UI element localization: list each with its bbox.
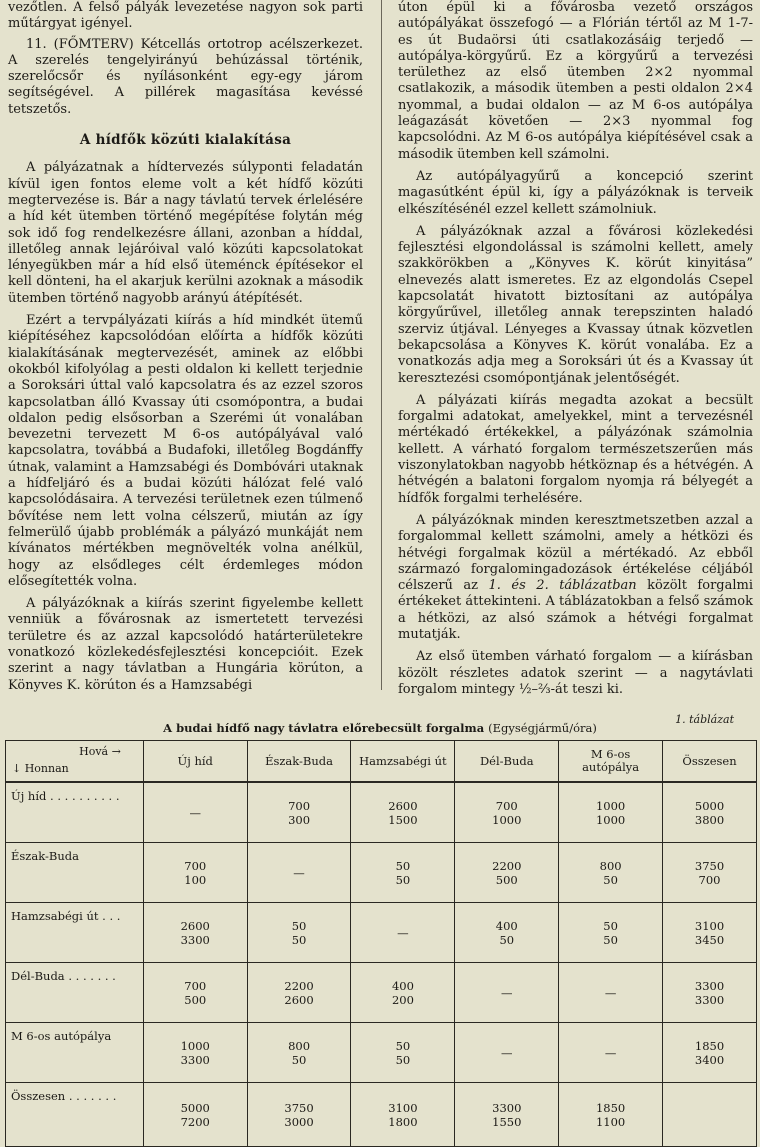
table-cell bbox=[247, 843, 351, 903]
column-header: Új híd bbox=[143, 741, 247, 783]
table-cell bbox=[351, 782, 455, 843]
weekday-value: 800 bbox=[599, 858, 622, 873]
weekend-value: 3300 bbox=[180, 1052, 210, 1067]
weekend-value: 50 bbox=[603, 872, 618, 887]
table-cell bbox=[559, 782, 663, 843]
column-divider bbox=[381, 0, 382, 690]
weekday-value: 5000 bbox=[180, 1100, 210, 1115]
weekend-value: 3450 bbox=[694, 932, 725, 947]
weekend-value: 100 bbox=[184, 872, 207, 887]
weekend-value: 3300 bbox=[694, 992, 725, 1007]
text-run: A pályázóknak minden keresztmetszetben azzal a forgalommal kellett számolni, amely a hétközi és hétvégi forgalmak közül a mértékadó. Az ebből származó forgalomingadozások értékelése céljából célszerű az bbox=[398, 512, 753, 594]
weekday-value: 1000 bbox=[595, 798, 626, 813]
table-cell bbox=[143, 843, 247, 903]
table-cell bbox=[663, 1023, 757, 1083]
column-header: Hamzsabégi út bbox=[351, 741, 455, 783]
weekday-value: 2600 bbox=[180, 918, 210, 933]
table-cell bbox=[559, 1023, 663, 1083]
table-cell bbox=[143, 1083, 247, 1147]
table-unit: (Egységjármű/óra) bbox=[488, 721, 597, 735]
weekday-value: 2200 bbox=[492, 858, 522, 873]
weekday-value: 2600 bbox=[388, 798, 418, 813]
table-row bbox=[6, 1083, 757, 1147]
to-label: Hová → bbox=[79, 745, 121, 758]
weekend-value: 50 bbox=[395, 872, 411, 887]
from-label: ↓ Honnan bbox=[12, 762, 69, 775]
weekday-value: 50 bbox=[291, 918, 307, 933]
table-row bbox=[6, 782, 757, 843]
weekday-value: 3100 bbox=[694, 918, 725, 933]
table-cell bbox=[455, 782, 559, 843]
paragraph: A pályázatnak a hídtervezés súlyponti feladatán kívül igen fontos eleme volt a két hídfő közúti megtervezése is. Bár a nagy távlatú tervek érlelésére a híd két ütemben történő megépítése folytán még sok idő fog rendelkezésre állani, azonban a híddal, illetőleg annak lejáróival való közúti kapcsolatokat lényegükben már a híd első üteménck építésekor el kell dönteni, ha el akarjuk kerülni azoknak a második ütemben történő nagyobb arányú átépítését. bbox=[8, 160, 363, 306]
weekend-value: 1800 bbox=[388, 1114, 418, 1129]
weekend-value: 3800 bbox=[694, 812, 725, 827]
table-cell bbox=[143, 1023, 247, 1083]
empty-dash: — bbox=[189, 805, 201, 820]
weekday-value: 5000 bbox=[694, 798, 725, 813]
empty-dash: — bbox=[397, 925, 409, 940]
weekend-value: 1100 bbox=[595, 1114, 626, 1129]
traffic-table bbox=[5, 740, 757, 1147]
table-title-text: A budai hídfő nagy távlatra előrebecsült forgalma bbox=[163, 721, 485, 735]
weekend-value: 1500 bbox=[388, 812, 418, 827]
weekend-value: 50 bbox=[291, 1052, 307, 1067]
weekday-value: 800 bbox=[288, 1038, 311, 1053]
weekday-value: 3750 bbox=[284, 1100, 314, 1115]
table-number: 1. táblázat bbox=[675, 713, 734, 726]
weekend-value: 500 bbox=[495, 872, 518, 887]
weekend-value: 1000 bbox=[492, 812, 522, 827]
paragraph: Az első ütemben várható forgalom — a kiírásban közölt részletes adatok szerint — a nagytávlati forgalom mintegy ½–⅔-át teszi ki. bbox=[398, 649, 753, 697]
paragraph: A pályázóknak a kiírás szerint figyelembe kellett venniük a fővárosnak az ismertetett tervezési területre és az azzal kapcsolódó határterületekre vonatkozó közlekedésfejlesztési koncepcióit. Ezek szerint a nagy távlatban a Hungária körúton, a Könyves K. körúton és a Hamzsabégi bbox=[8, 596, 363, 693]
paragraph: Ezért a tervpályázati kiírás a híd mindkét ütemű kiépítéséhez kapcsolódóan előírta a hídfők közúti kialakításának megtervezését, aminek az előbbi okokból kifolyólag a pesti oldalon ki kellett terjednie a Soroksári úttal való kapcsolatra és az ezzel szoros kapcsolatban álló Kvassay úti csomópontra, a budai oldalon pedig elsősorban a Szerémi út vonalában bevezetni tervezett M 6-os autópályával való kapcsolatra, továbbá a Budafoki, illetőleg Bogdánffy útnak, valamint a Hamzsabégi és Dombóvári utaknak a hídfeljáró és a budai közúti hálózat felé való kapcsolódásaira. A tervezési területnek ezen túlmenő bővítése nem lett volna célszerű, miután az így felmerülő újabb problémák a pályázó munkáját nem kívánatos mértékben megnövelték volna anélkül, hogy az elsődleges célt érdemleges módon elősegítették volna. bbox=[8, 313, 363, 589]
weekday-value: 700 bbox=[495, 798, 518, 813]
empty-dash: — bbox=[501, 1045, 513, 1060]
weekday-value: 2200 bbox=[284, 978, 314, 993]
table-cell bbox=[455, 1083, 559, 1147]
weekend-value: 2600 bbox=[284, 992, 314, 1007]
table-cell bbox=[663, 782, 757, 843]
table-cell bbox=[455, 1023, 559, 1083]
table-cell bbox=[455, 843, 559, 903]
row-label: Új híd . . . . . . . . . . bbox=[6, 782, 144, 843]
table-cell bbox=[559, 1083, 663, 1147]
weekday-value: 50 bbox=[603, 918, 618, 933]
weekday-value: 3300 bbox=[492, 1100, 522, 1115]
weekday-value: 700 bbox=[288, 798, 311, 813]
table-cell bbox=[351, 1083, 455, 1147]
column-header: Észak-Buda bbox=[247, 741, 351, 783]
table-cell bbox=[663, 903, 757, 963]
weekday-value: 3750 bbox=[694, 858, 725, 873]
table-cell bbox=[559, 843, 663, 903]
weekend-value: 1000 bbox=[595, 812, 626, 827]
paragraph: A pályázati kiírás megadta azokat a becsült forgalmi adatokat, amelyekkel, mint a tervezésnél mértékadó értékekkel, a pályázónak számolnia kellett. A várható forgalom természetszerűen más viszonylatokban nagyobb hétköznap és a hétvégén. A hétvégén a balatoni forgalom nyomja rá bélyegét a hídfők forgalmi terhelésére. bbox=[398, 392, 753, 506]
weekday-value: 1850 bbox=[694, 1038, 725, 1053]
table-cell bbox=[559, 963, 663, 1023]
table-cell bbox=[351, 903, 455, 963]
row-label: Dél-Buda . . . . . . . bbox=[6, 963, 144, 1023]
column-header: Összesen bbox=[663, 741, 757, 783]
weekday-value: 3100 bbox=[388, 1100, 418, 1115]
weekend-value: 700 bbox=[698, 872, 721, 887]
weekend-value: 50 bbox=[291, 932, 307, 947]
table-cell bbox=[247, 903, 351, 963]
table-cell bbox=[663, 1083, 757, 1147]
paragraph-fomterv: 11. (FŐMTERV) Kétcellás ortotrop acélszerkezet. A szerelés tengelyirányú behúzással történik, szerelőcsőr és nyílásonként egy-egy járom segítségével. A pillérek magasítása kevéssé tetszetős. bbox=[8, 36, 363, 117]
column-header: Dél-Buda bbox=[455, 741, 559, 783]
table-row bbox=[6, 1023, 757, 1083]
weekday-value: 700 bbox=[184, 978, 207, 993]
empty-dash: — bbox=[604, 1045, 617, 1060]
table-cell bbox=[455, 903, 559, 963]
weekday-value: 1850 bbox=[595, 1100, 626, 1115]
table-cell bbox=[143, 903, 247, 963]
row-label: Összesen . . . . . . . bbox=[6, 1083, 144, 1147]
paragraph: úton épül ki a fővárosba vezető országos autópályákat összefogó — a Flórián tértől az M 1-7-es út Budaörsi úti csatlakozásáig terjedő — autópálya-körgyűrű. Ez a körgyűrű a tervezési területhez az első ütemben 2×2 nyommal csatlakozik, a második ütemben a pesti oldalon 2×4 nyommal, a budai oldalon — az M 6-os autópálya leágazását követően — 2×3 nyommal fog kapcsolódni. Az M 6-os autópálya kiépítésével csak a második ütemben kell számolni. bbox=[398, 0, 753, 162]
weekend-value: 50 bbox=[603, 932, 618, 947]
table-cell bbox=[247, 1083, 351, 1147]
empty-dash: — bbox=[293, 865, 305, 880]
weekday-value: 400 bbox=[391, 978, 414, 993]
table-reference: 1. és 2. táblázatban bbox=[488, 578, 637, 594]
left-column bbox=[8, 0, 363, 700]
paragraph: Az autópályagyűrű a koncepció szerint magasútként épül ki, így a pályázóknak is terveik elkészítésénél ezzel kellett számolniuk. bbox=[398, 168, 753, 217]
text-run: közölt forgalmi értékeket áttekinteni. A táblázatokban a felső számok a hétközi, az alsó számok a hétvégi forgalmat mutatják. bbox=[398, 578, 753, 642]
table-cell bbox=[663, 963, 757, 1023]
table-header-row bbox=[6, 741, 757, 783]
table-row bbox=[6, 843, 757, 903]
row-label: Hamzsabégi út . . . bbox=[6, 903, 144, 963]
weekend-value: 3000 bbox=[284, 1114, 314, 1129]
row-label: M 6-os autópálya bbox=[6, 1023, 144, 1083]
right-column bbox=[398, 0, 753, 704]
weekday-value: 50 bbox=[395, 1038, 411, 1053]
weekday-value: 3300 bbox=[694, 978, 725, 993]
weekday-value: 400 bbox=[495, 918, 518, 933]
paragraph bbox=[398, 513, 753, 643]
row-label: Észak-Buda bbox=[6, 843, 144, 903]
column-header: M 6-os autópálya bbox=[559, 741, 663, 783]
weekend-value: 1550 bbox=[492, 1114, 522, 1129]
weekend-value: 300 bbox=[288, 812, 311, 827]
table-row bbox=[6, 903, 757, 963]
section-heading: A hídfők közúti kialakítása bbox=[79, 132, 292, 149]
empty-dash: — bbox=[604, 985, 617, 1000]
weekend-value: 50 bbox=[499, 932, 515, 947]
table-body bbox=[6, 782, 757, 1147]
weekend-value: 500 bbox=[184, 992, 207, 1007]
weekend-value: 3400 bbox=[694, 1052, 725, 1067]
table-cell bbox=[351, 1023, 455, 1083]
corner-header bbox=[6, 741, 144, 783]
table-cell bbox=[351, 843, 455, 903]
table-cell bbox=[351, 963, 455, 1023]
table-cell bbox=[247, 963, 351, 1023]
table-cell bbox=[663, 843, 757, 903]
table-row bbox=[6, 963, 757, 1023]
weekend-value: 200 bbox=[391, 992, 414, 1007]
paragraph: A pályázóknak azzal a fővárosi közlekedési fejlesztési elgondolással is számolni kellett, amely szakkörökben a „Könyves K. körút kinyitása” elnevezés alatt ismeretes. Ez az elgondolás Csepel kapcsolatát hivatott biztosítani az autópálya körgyűrűvel, illetőleg annak terepszinten haladó szerviz útjával. Lényeges a Kvassay útnak közvetlen bekapcsolása a Könyves K. körút vonalába. Ez a vonatkozás adja meg a Soroksári út és a Kvassay út keresztezési csomópontjának jelentőségét. bbox=[398, 223, 753, 386]
table-cell bbox=[455, 963, 559, 1023]
empty-dash: — bbox=[501, 985, 513, 1000]
table-cell bbox=[247, 782, 351, 843]
weekday-value: 1000 bbox=[180, 1038, 210, 1053]
table-cell bbox=[559, 903, 663, 963]
table-title bbox=[0, 721, 760, 735]
weekend-value: 3300 bbox=[180, 932, 210, 947]
table-cell bbox=[247, 1023, 351, 1083]
table-cell bbox=[143, 963, 247, 1023]
weekday-value: 700 bbox=[184, 858, 207, 873]
table-cell bbox=[143, 782, 247, 843]
weekend-value: 7200 bbox=[180, 1114, 210, 1129]
weekday-value: 50 bbox=[395, 858, 411, 873]
weekend-value: 50 bbox=[395, 1052, 411, 1067]
paragraph: vezőtlen. A felső pályák levezetése nagyon sok parti műtárgyat igényel. bbox=[8, 0, 363, 32]
